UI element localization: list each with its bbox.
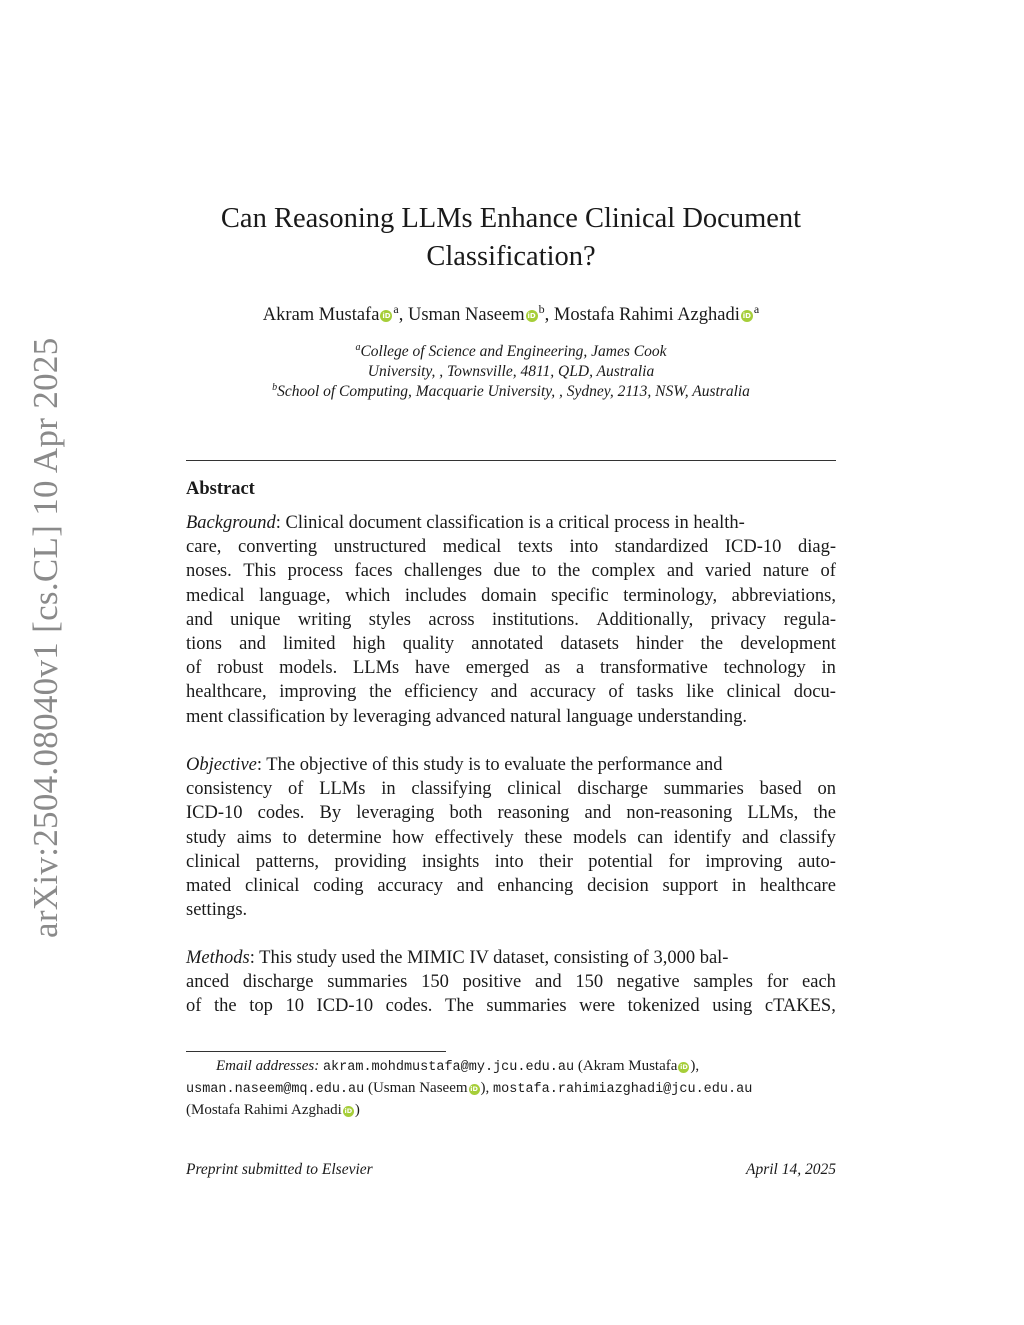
section-label: Objective [186, 755, 257, 775]
paragraph-line: anced discharge summaries 150 positive and 150 negative samples for each [186, 972, 836, 993]
paragraph-line: study aims to determine how effectively these models can identify and classify [186, 827, 836, 848]
paragraph-line: ment classification by leveraging advanced natural language understanding. [186, 706, 747, 727]
footnote-rule [186, 1051, 446, 1052]
orcid-icon[interactable]: iD [344, 1107, 353, 1115]
background-paragraph [186, 511, 836, 729]
paragraph-line: settings. [186, 900, 248, 921]
email-footnote [186, 1056, 836, 1121]
section-label: Methods [186, 948, 250, 968]
author-affiliation-mark: b [538, 302, 545, 316]
paragraph-line: ICD-10 codes. By leveraging both reasoning and non-reasoning LLMs, the [186, 803, 836, 824]
paragraph-line: consistency of LLMs in classifying clinical discharge summaries based on [186, 779, 836, 800]
paragraph-line: of the top 10 ICD-10 codes. The summaries were tokenized using cTAKES, [186, 996, 836, 1017]
author-affiliation-mark: a [753, 302, 760, 316]
author-name: Akram Mustafa [262, 305, 380, 325]
paragraph-line: Objective: The objective of this study is to evaluate the performance and [186, 755, 723, 775]
paragraph-line: of robust models. LLMs have emerged as a transformative technology in [186, 658, 836, 679]
methods-paragraph [186, 946, 836, 1019]
paragraph-line: healthcare, improving the efficiency and accuracy of tasks like clinical docu- [186, 682, 836, 703]
email-link[interactable]: usman.naseem@mq.edu.au [186, 1082, 365, 1097]
orcid-icon[interactable]: iD [527, 312, 536, 320]
author-list: Akram Mustafa iD $^a$, Usman Naseem iD $^b$, Mostafa Rahimi Azghadi iD $^a$ [262, 302, 760, 325]
paragraph-line: Methods: This study used the MIMIC IV dataset, consisting of 3,000 bal- [186, 948, 729, 968]
author-affiliation-mark: a [393, 302, 399, 316]
author-name: Usman Naseem [408, 305, 525, 325]
paragraph-line: and unique writing styles across institutions. Additionally, privacy regula- [186, 609, 836, 630]
footer-date: April 14, 2025 [746, 1161, 836, 1178]
paragraph-line: noses. This process faces challenges due to the complex and varied nature of [186, 561, 836, 582]
orcid-icon[interactable]: iD [742, 312, 751, 320]
footnote-label: Email addresses: [216, 1058, 320, 1074]
affiliation-b: $^b$School of Computing, Macquarie University, , Sydney, 2113, NSW, Australia [272, 382, 750, 400]
abstract-top-rule [186, 460, 836, 461]
title-line: Can Reasoning LLMs Enhance Clinical Document [220, 203, 802, 234]
affiliations [186, 342, 836, 402]
footnote-line: (Mostafa Rahimi Azghadi iD ) [186, 1102, 360, 1118]
objective-paragraph [186, 753, 836, 922]
arxiv-identifier-stamp: arXiv:2504.08040v1 [cs.CL] 10 Apr 2025 [26, 337, 65, 938]
footnote-line: usman.naseem@mq.edu.au (Usman Naseem iD ), mostafa.rahimiazghadi@jcu.edu.au [186, 1080, 753, 1097]
affiliation-a-cont: University, , Townsville, 4811, QLD, Australia [367, 363, 655, 380]
footer-left: Preprint submitted to Elsevier [186, 1161, 373, 1178]
paragraph-line: tions and limited high quality annotated datasets hinder the development [186, 634, 836, 655]
orcid-icon[interactable]: iD [382, 312, 391, 320]
abstract-heading: Abstract [186, 479, 255, 499]
section-label: Background [186, 513, 276, 533]
paragraph-line: care, converting unstructured medical texts into standardized ICD-10 diag- [186, 537, 836, 558]
author-name: Mostafa Rahimi Azghadi [553, 305, 740, 325]
footnote-line: Email addresses: akram.mohdmustafa@my.jcu.edu.au (Akram Mustafa iD ), [216, 1058, 700, 1075]
page-footer [186, 1160, 836, 1180]
orcid-icon[interactable]: iD [470, 1085, 478, 1093]
email-link[interactable]: mostafa.rahimiazghadi@jcu.edu.au [493, 1082, 753, 1097]
affiliation-a: $^a$College of Science and Engineering, James Cook [355, 342, 667, 360]
paragraph-line: mated clinical coding accuracy and enhancing decision support in healthcare [186, 876, 836, 897]
paragraph-line: Background: Clinical document classification is a critical process in health- [186, 513, 745, 533]
orcid-icon[interactable]: iD [680, 1063, 688, 1071]
title-line: Classification? [426, 241, 596, 272]
paragraph-line: clinical patterns, providing insights into their potential for improving auto- [186, 851, 836, 872]
email-link[interactable]: akram.mohdmustafa@my.jcu.edu.au [322, 1060, 575, 1075]
paragraph-line: medical language, which includes domain specific terminology, abbreviations, [186, 585, 836, 606]
paper-title [186, 200, 836, 276]
